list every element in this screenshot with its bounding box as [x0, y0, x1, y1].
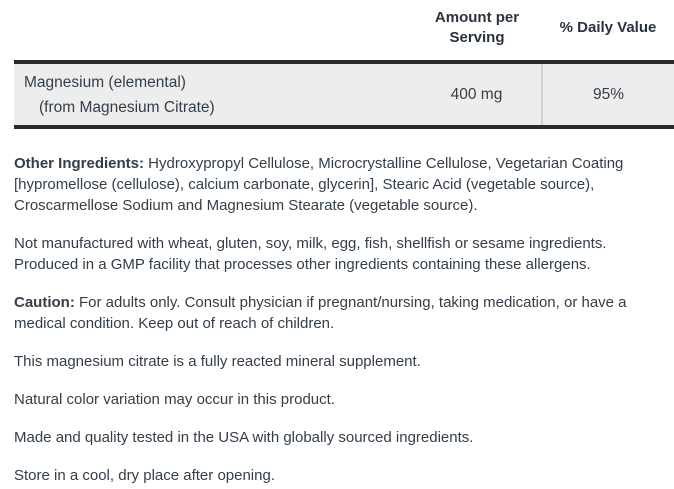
caution-label: Caution: — [14, 294, 75, 311]
made-in-usa-note: Made and quality tested in the USA with globally sourced ingredients. — [14, 429, 474, 446]
other-ingredients-paragraph — [14, 153, 660, 216]
nutrient-name-cell — [14, 62, 412, 127]
allergen-paragraph: Not manufactured with wheat, gluten, soy, milk, egg, fish, shellfish or sesame ingredients. Produced in a GMP facility that processes other ingredients containing these allergens. — [14, 235, 607, 273]
nutrient-source: (from Magnesium Citrate) — [39, 98, 215, 116]
caution-paragraph — [14, 292, 660, 334]
table-row — [14, 62, 674, 127]
supplement-facts-table — [14, 0, 674, 129]
facts-table-header — [14, 0, 674, 62]
fully-reacted-note: This magnesium citrate is a fully reacted mineral supplement. — [14, 353, 421, 370]
nutrient-column-header-empty — [14, 0, 412, 62]
color-variation-note: Natural color variation may occur in this product. — [14, 391, 335, 408]
nutrient-daily-value: 95% — [542, 62, 674, 127]
daily-value-header: % Daily Value — [542, 0, 674, 62]
nutrient-amount: 400 mg — [412, 62, 542, 127]
storage-note: Store in a cool, dry place after opening. — [14, 467, 275, 484]
other-ingredients-text: Hydroxypropyl Cellulose, Microcrystalline Cellulose, Vegetarian Coating [hypromellose (cellulose), calcium carbonate, glycerin], Stearic Acid (vegetable source), Croscarmellose Sodium and Magnesium Stearate (vegetable source). — [14, 155, 624, 214]
caution-text: For adults only. Consult physician if pregnant/nursing, taking medication, or have a medical condition. Keep out of reach of children. — [14, 294, 627, 332]
label-copy — [0, 153, 674, 486]
other-ingredients-label: Other Ingredients: — [14, 155, 145, 172]
amount-per-serving-header: Amount per Serving — [412, 0, 542, 62]
nutrient-name: Magnesium (elemental) — [24, 73, 186, 91]
